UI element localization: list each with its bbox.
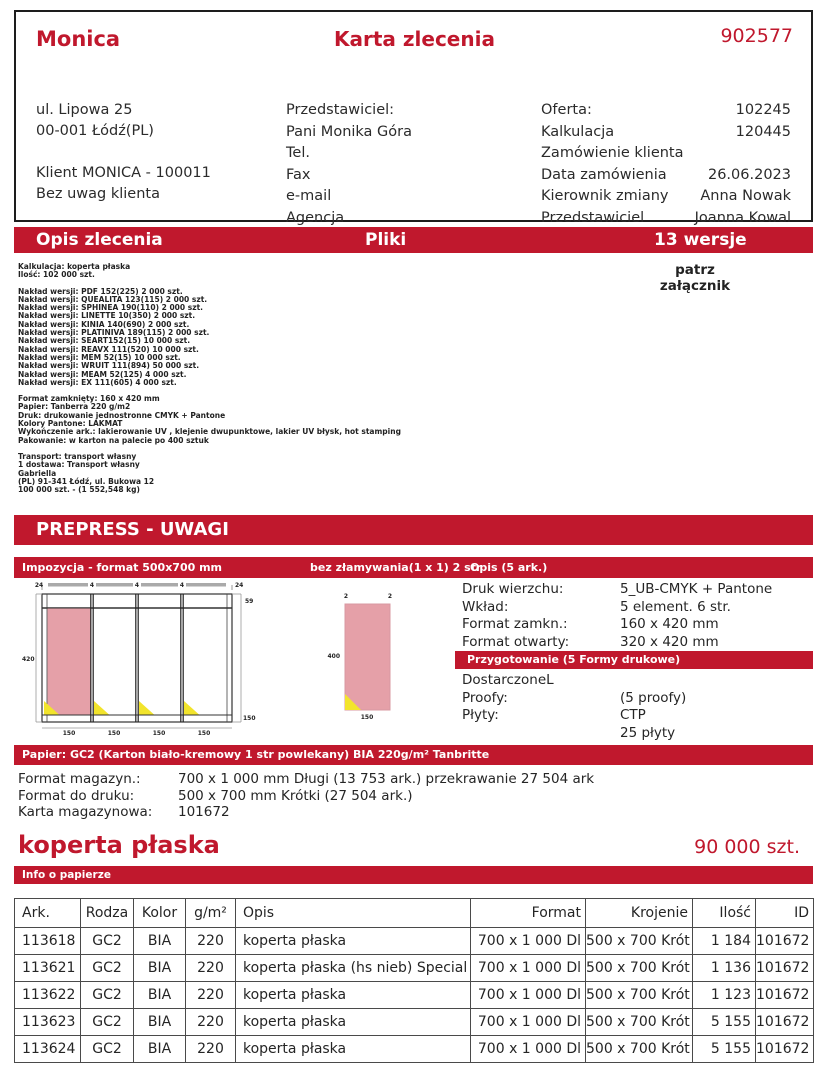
cell-format: 700 x 1 000 Dl <box>471 982 586 1009</box>
dim-left-height: 400 <box>327 653 340 660</box>
imposition-format-label: Impozycja - format 500x700 mm <box>22 561 223 574</box>
meta-label: Zamówienie klienta <box>541 145 684 161</box>
transport-lines <box>18 453 448 494</box>
cell-id: 101672 <box>756 955 814 982</box>
cell-krojenie: 500 x 700 Krót <box>586 955 693 982</box>
imposition-strip-bar <box>14 557 813 578</box>
table-header-cell: ID <box>756 899 814 928</box>
text-line: (PL) 91-341 Łódź, ul. Bukowa 12 <box>18 476 155 486</box>
section-opis-zlecenia: Opis zlecenia <box>36 230 163 250</box>
table-header-cell: g/m² <box>186 899 236 928</box>
detail-row <box>462 581 813 599</box>
table-body <box>15 928 814 1063</box>
detail-row <box>462 707 813 725</box>
detail-value: 5_UB-CMYK + Pantone <box>620 581 773 597</box>
magazine-row <box>18 788 798 805</box>
dim-top-gap1: 4 <box>89 582 95 589</box>
contact-rows <box>286 143 496 229</box>
dim-top-left: 2 <box>343 593 349 600</box>
cell-format: 700 x 1 000 Dl <box>471 1009 586 1036</box>
product-name: koperta płaska <box>18 831 220 859</box>
dim-top-right: 2 <box>387 593 393 600</box>
table-header-cell: Krojenie <box>586 899 693 928</box>
cell-ark: 113618 <box>15 928 81 955</box>
piece-rect <box>345 604 390 710</box>
detail-value: 160 x 420 mm <box>620 616 719 632</box>
cell-id: 101672 <box>756 1036 814 1063</box>
piece-diagram <box>310 588 430 723</box>
detail-row <box>462 672 813 690</box>
cell-ark: 113624 <box>15 1036 81 1063</box>
magazine-value: 101672 <box>178 804 230 820</box>
text-line: Nakład wersji: WRUIT 111(894) 50 000 szt. <box>18 361 200 371</box>
magazine-label: Karta magazynowa: <box>18 804 153 820</box>
detail-value: 320 x 420 mm <box>620 633 719 650</box>
text-line: Kolory Pantone: LAKMAT <box>18 419 123 429</box>
opis-ark-label: Opis (5 ark.) <box>470 561 548 574</box>
dim-top-gap3: 4 <box>179 582 185 589</box>
meta-label: Kierownik zmiany <box>541 188 669 204</box>
dim-top-left: 24 <box>34 582 44 589</box>
header-title-row <box>36 27 793 55</box>
cell-krojenie: 500 x 700 Krót <box>586 928 693 955</box>
meta-value: Anna Nowak <box>700 188 791 204</box>
detail-row <box>462 616 813 634</box>
text-line: Nakład wersji: LINETTE 10(350) 2 000 szt. <box>18 311 196 321</box>
magazine-value: 500 x 700 mm Krótki (27 504 ark.) <box>178 787 413 804</box>
detail-label: Format zamkn.: <box>462 616 568 632</box>
cell-ark: 113622 <box>15 982 81 1009</box>
contact-row: Agencja <box>286 209 345 226</box>
dim-bottom-1: 150 <box>62 730 76 737</box>
detail-row <box>462 725 813 743</box>
address-line1: ul. Lipowa 25 <box>36 102 133 118</box>
dim-bottom-width: 150 <box>360 714 374 721</box>
magazine-row <box>18 804 798 821</box>
representative-name: Pani Monika Góra <box>286 123 412 140</box>
contact-row: Tel. <box>286 145 310 161</box>
dim-segment <box>48 583 88 587</box>
client-label: Klient <box>36 165 78 181</box>
text-line: Kalkulacja: koperta płaska <box>18 262 131 271</box>
cell-ilosc: 5 155 <box>693 1036 756 1063</box>
client-note: Bez uwag klienta <box>36 186 160 202</box>
meta-row <box>541 186 791 208</box>
cell-kolor: BIA <box>134 1009 186 1036</box>
detail-row <box>462 634 813 652</box>
cell-format: 700 x 1 000 Dl <box>471 1036 586 1063</box>
dim-right-bottom: 150 <box>243 715 256 722</box>
page-title: Karta zlecenia <box>334 27 495 51</box>
table-row <box>15 928 814 955</box>
folding-label: bez złamywania(1 x 1) 2 str <box>310 561 482 574</box>
text-line: Gabriella <box>18 468 57 478</box>
detail-label: Wkład: <box>462 598 509 615</box>
meta-value: 102245 <box>735 102 791 118</box>
paper-spec-bar: Papier: GC2 (Karton biało-kremowy 1 str powlekany) BIA 220g/m² Tanbritte <box>14 745 813 765</box>
meta-row <box>541 143 791 165</box>
cell-kolor: BIA <box>134 928 186 955</box>
representative-label: Przedstawiciel: <box>286 102 395 118</box>
table-row <box>15 955 814 982</box>
detail-label: Proofy: <box>462 689 508 706</box>
dim-right-top: 59 <box>245 598 254 605</box>
text-line: Nakład wersji: MEM 52(15) 10 000 szt. <box>18 352 181 362</box>
cell-gramatura: 220 <box>186 1009 236 1036</box>
table-row <box>15 1036 814 1063</box>
client-value: MONICA - 100011 <box>81 165 211 181</box>
detail-label: DostarczoneL <box>462 672 554 688</box>
text-line: Nakład wersji: MEAM 52(125) 4 000 szt. <box>18 369 187 379</box>
format-lines <box>18 395 448 445</box>
detail-label: Format otwarty: <box>462 633 570 650</box>
text-line: Nakład wersji: KINIA 140(690) 2 000 szt. <box>18 319 190 329</box>
table-row <box>15 982 814 1009</box>
imposition-diagram <box>14 577 264 737</box>
cell-ark: 113621 <box>15 955 81 982</box>
cell-format: 700 x 1 000 Dl <box>471 928 586 955</box>
magazine-label: Format magazyn.: <box>18 771 141 787</box>
cell-kolor: BIA <box>134 1036 186 1063</box>
contact-row: Fax <box>286 166 311 183</box>
cell-ilosc: 1 123 <box>693 982 756 1009</box>
address-line2: 00-001 Łódź(PL) <box>36 123 154 139</box>
meta-label: Kalkulacja <box>541 123 615 140</box>
dim-top-right: 24 <box>235 582 244 589</box>
magazine-label: Format do druku: <box>18 787 135 804</box>
cell-ark: 113623 <box>15 1009 81 1036</box>
dim-bottom-2: 150 <box>107 730 121 737</box>
detail-value: (5 proofy) <box>620 689 687 706</box>
meta-label: Data zamówienia <box>541 166 667 183</box>
dim-bottom-3: 150 <box>152 730 166 737</box>
dim-top-gap2: 4 <box>134 582 140 589</box>
meta-label: Oferta: <box>541 102 592 118</box>
order-description-block <box>18 263 448 502</box>
meta-value: Joanna Kowal <box>694 209 791 226</box>
text-line: Papier: Tanberra 220 g/m2 <box>18 402 131 412</box>
table-header-cell: Ark. <box>15 899 81 928</box>
cell-rodzaj: GC2 <box>81 982 134 1009</box>
detail-label: Płyty: <box>462 707 499 723</box>
detail-row <box>462 599 813 617</box>
table-header-cell: Format <box>471 899 586 928</box>
order-number: 902577 <box>720 25 793 47</box>
spacer <box>36 142 271 163</box>
meta-row <box>541 165 791 187</box>
naklad-lines <box>18 288 448 388</box>
dim-bottom-4: 150 <box>197 730 211 737</box>
text-line: Pakowanie: w karton na palecie po 400 sztuk <box>18 435 209 445</box>
product-quantity: 90 000 szt. <box>694 836 800 858</box>
cell-ilosc: 1 184 <box>693 928 756 955</box>
calc-intro-lines <box>18 263 448 280</box>
contact-row: e-mail <box>286 188 332 204</box>
representative-block <box>286 100 496 229</box>
cell-opis: koperta płaska <box>236 982 471 1009</box>
detail-label: Druk wierzchu: <box>462 581 564 597</box>
text-line: Druk: drukowanie jednostronne CMYK + Pantone <box>18 410 226 420</box>
prepress-header-bar: PREPRESS - UWAGI <box>14 515 813 545</box>
detail-value: 5 element. 6 str. <box>620 598 731 615</box>
text-line: Nakład wersji: PDF 152(225) 2 000 szt. <box>18 286 183 296</box>
cell-gramatura: 220 <box>186 928 236 955</box>
text-line: Nakład wersji: EX 111(605) 4 000 szt. <box>18 377 177 387</box>
detail-value: 25 płyty <box>620 724 676 741</box>
cell-rodzaj: GC2 <box>81 928 134 955</box>
meta-row <box>541 122 791 144</box>
meta-value: 26.06.2023 <box>707 166 791 183</box>
client-line <box>36 163 271 184</box>
header-box <box>14 10 813 226</box>
cell-opis: koperta płaska (hs nieb) Special <box>236 955 471 982</box>
dim-left-height: 420 <box>22 656 35 663</box>
meta-row <box>541 100 791 122</box>
cell-opis: koperta płaska <box>236 1009 471 1036</box>
text-line: Nakład wersji: SEART152(15) 10 000 szt. <box>18 336 191 346</box>
cell-opis: koperta płaska <box>236 928 471 955</box>
meta-label: Przedstawiciel <box>541 209 645 226</box>
section-wersje: 13 wersje <box>654 230 747 250</box>
cell-opis: koperta płaska <box>236 1036 471 1063</box>
detail-value: CTP <box>620 707 646 723</box>
attachment-note: patrz załącznik <box>659 262 731 294</box>
opis-details <box>462 581 813 651</box>
cell-ilosc: 1 136 <box>693 955 756 982</box>
text-line: Nakład wersji: SPHINEA 190(110) 2 000 szt. <box>18 303 203 313</box>
magazine-format-block <box>18 771 798 821</box>
table-header-cell: Kolor <box>134 899 186 928</box>
cell-rodzaj: GC2 <box>81 1036 134 1063</box>
cell-krojenie: 500 x 700 Krót <box>586 1009 693 1036</box>
table-header-cell: Rodza <box>81 899 134 928</box>
table-header-row <box>15 899 814 928</box>
cell-gramatura: 220 <box>186 982 236 1009</box>
paper-table <box>14 898 814 1063</box>
product-heading-row <box>18 831 800 859</box>
text-line: 1 dostawa: Transport własny <box>18 460 140 470</box>
dim-segment <box>141 583 178 587</box>
meta-row <box>541 208 791 230</box>
cell-kolor: BIA <box>134 982 186 1009</box>
section-pliki: Pliki <box>365 230 407 250</box>
text-line: Nakład wersji: PLATINIVA 189(115) 2 000 szt. <box>18 328 210 338</box>
cell-rodzaj: GC2 <box>81 1009 134 1036</box>
przygotowanie-bar: Przygotowanie (5 Formy drukowe) <box>455 651 813 669</box>
detail-label <box>462 725 620 743</box>
pocket-filled <box>48 609 92 715</box>
text-line: Transport: transport własny <box>18 451 137 461</box>
cell-ilosc: 5 155 <box>693 1009 756 1036</box>
magazine-value: 700 x 1 000 mm Długi (13 753 ark.) przekrawanie 27 504 ark <box>178 771 595 787</box>
company-name: Monica <box>36 27 121 51</box>
cell-id: 101672 <box>756 1009 814 1036</box>
cell-krojenie: 500 x 700 Krót <box>586 982 693 1009</box>
paper-info-bar: Info o papierze <box>14 866 813 884</box>
cell-gramatura: 220 <box>186 955 236 982</box>
cell-krojenie: 500 x 700 Krót <box>586 1036 693 1063</box>
client-address-block <box>36 100 271 205</box>
cell-id: 101672 <box>756 982 814 1009</box>
text-line: 100 000 szt. - (1 552,548 kg) <box>18 485 140 495</box>
magazine-row <box>18 771 798 788</box>
cell-kolor: BIA <box>134 955 186 982</box>
table-row <box>15 1009 814 1036</box>
table-header-cell: Opis <box>236 899 471 928</box>
text-line: Nakład wersji: QUEALITA 123(115) 2 000 szt. <box>18 294 208 304</box>
section-header-bar <box>14 227 813 253</box>
text-line: Format zamknięty: 160 x 420 mm <box>18 394 160 404</box>
dim-segment <box>96 583 133 587</box>
detail-row <box>462 690 813 708</box>
cell-gramatura: 220 <box>186 1036 236 1063</box>
text-line: Wykończenie ark.: lakierowanie UV , klejenie dwupunktowe, lakier UV błysk, hot stamping <box>18 427 401 437</box>
text-line: Ilość: 102 000 szt. <box>18 270 95 280</box>
cell-id: 101672 <box>756 928 814 955</box>
order-meta-block <box>541 100 791 229</box>
cell-format: 700 x 1 000 Dl <box>471 955 586 982</box>
przygotowanie-details <box>462 672 813 742</box>
cell-rodzaj: GC2 <box>81 955 134 982</box>
text-line: Nakład wersji: REAVX 111(520) 10 000 szt. <box>18 344 199 354</box>
table-header-cell: Ilość <box>693 899 756 928</box>
dim-segment <box>186 583 226 587</box>
meta-value: 120445 <box>735 123 791 140</box>
